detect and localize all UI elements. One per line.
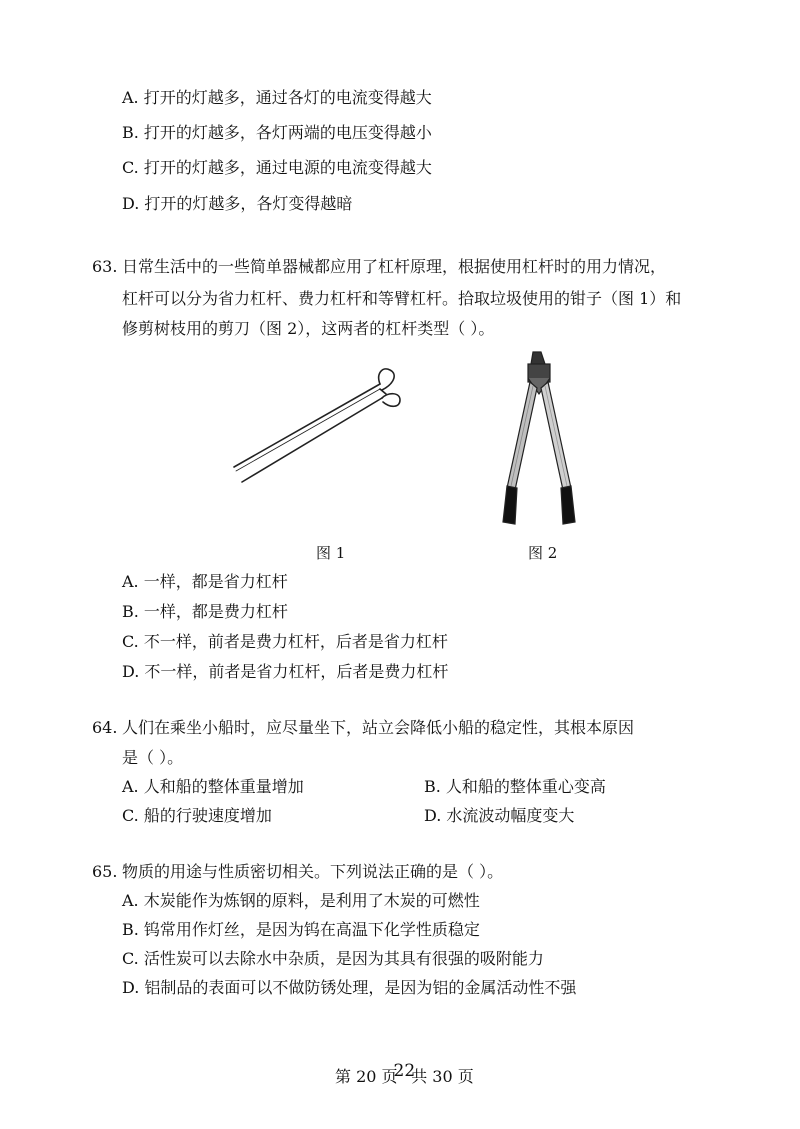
question-63-stem-line-2: 杠杆可以分为省力杠杆、费力杠杆和等臂杠杆。拾取垃圾使用的钳子（图 1）和 [122, 289, 682, 308]
question-63-option-c: C. 不一样，前者是费力杠杆，后者是省力杠杆 [122, 632, 448, 651]
question-65-number: 65. [92, 862, 118, 881]
prev-option-b: B. 打开的灯越多，各灯两端的电压变得越小 [122, 123, 432, 142]
page-number-total: 共 30 页 [411, 1067, 474, 1086]
question-63-stem-line-1: 日常生活中的一些简单器械都应用了杠杆原理，根据使用杠杆时的用力情况， [122, 257, 667, 276]
question-64-stem-line-1: 人们在乘坐小船时，应尽量坐下，站立会降低小船的稳定性，其根本原因 [122, 718, 635, 737]
page-number-footer [335, 1061, 474, 1087]
question-63-stem-line-3: 修剪树枝用的剪刀（图 2），这两者的杠杆类型（ ）。 [122, 319, 495, 338]
question-63-option-d: D. 不一样，前者是省力杠杆，后者是费力杠杆 [122, 662, 449, 681]
figure-2-shears-image [495, 348, 585, 528]
page-number-current: 第 20 页 [335, 1067, 398, 1086]
question-65-stem-line-1: 物质的用途与性质密切相关。下列说法正确的是（ ）。 [122, 862, 504, 881]
figure-2-caption: 图 2 [528, 544, 558, 562]
question-65-option-b: B. 钨常用作灯丝，是因为钨在高温下化学性质稳定 [122, 920, 480, 939]
question-65-option-a: A. 木炭能作为炼钢的原料，是利用了木炭的可燃性 [122, 891, 480, 910]
question-63-option-b: B. 一样，都是费力杠杆 [122, 602, 288, 621]
figure-1-tongs-image [230, 362, 410, 487]
question-64-option-d: D. 水流波动幅度变大 [424, 806, 575, 825]
question-65-option-c: C. 活性炭可以去除水中杂质，是因为其具有很强的吸附能力 [122, 949, 544, 968]
prev-option-d: D. 打开的灯越多，各灯变得越暗 [122, 194, 353, 213]
question-64-stem-line-2: 是（ ）。 [122, 748, 184, 767]
question-63-number: 63. [92, 257, 118, 276]
page-number-overlay: 22 [393, 1061, 416, 1081]
figure-1-caption: 图 1 [316, 544, 346, 562]
question-64-option-a: A. 人和船的整体重量增加 [122, 777, 304, 796]
question-65-option-d: D. 铝制品的表面可以不做防锈处理，是因为铝的金属活动性不强 [122, 978, 577, 997]
prev-option-c: C. 打开的灯越多，通过电源的电流变得越大 [122, 158, 432, 177]
question-64-option-b: B. 人和船的整体重心变高 [424, 777, 606, 796]
question-64-number: 64. [92, 718, 118, 737]
question-64-option-c: C. 船的行驶速度增加 [122, 806, 272, 825]
question-63-option-a: A. 一样，都是省力杠杆 [122, 572, 288, 591]
prev-option-a: A. 打开的灯越多，通过各灯的电流变得越大 [122, 88, 432, 107]
